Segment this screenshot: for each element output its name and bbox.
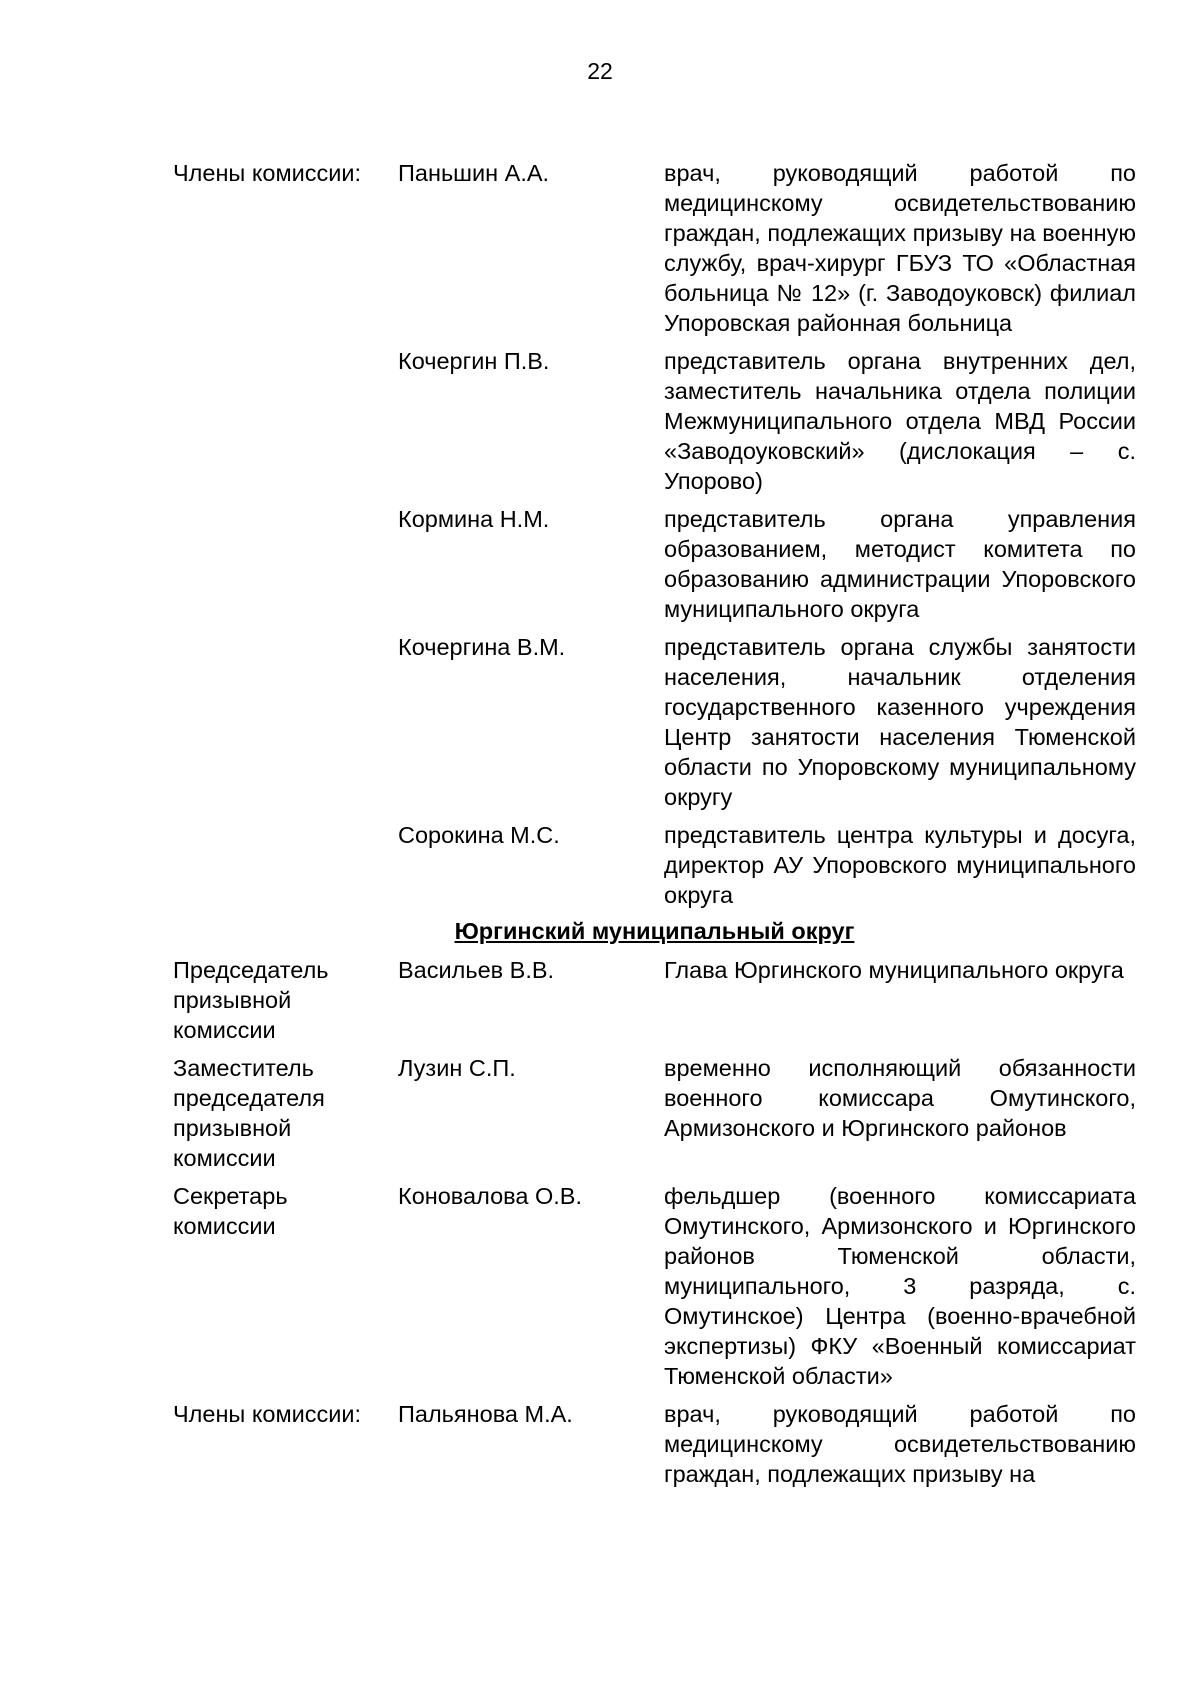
member-role-text: Заместитель председателя призывной комиссии [173,1055,325,1171]
member-description: временно исполняющий обязанности военного комиссара Омутинского, Армизонского и Юргинского районов [664,1055,1136,1141]
member-role [173,955,398,1045]
member-name [398,820,664,850]
section-heading: Юргинский муниципальный округ [454,918,855,944]
member-name-text: Пальянова М.А. [398,1401,573,1427]
member-name [398,1053,664,1083]
member-name-text: Кочергина В.М. [398,634,566,660]
member-description: представитель органа службы занятости населения, начальник отделения государственного казенного учреждения Центр занятости населения Тюменской области по Упоровскому муниципальному округу [664,634,1136,810]
member-name-text: Лузин С.П. [398,1055,516,1081]
member-name-text: Васильев В.В. [398,957,555,983]
member-name-text: Сорокина М.С. [398,822,560,848]
member-name-text: Паньшин А.А. [398,160,550,186]
member-name-text: Кормина Н.М. [398,506,550,532]
member-name [398,1181,664,1211]
member-name [398,158,664,188]
member-role-text: Члены комиссии: [173,160,362,186]
commission-entry [173,1053,1136,1173]
commission-entry [173,1181,1136,1391]
commission-entry [173,955,1136,1045]
member-description: врач, руководящий работой по медицинскому освидетельствованию граждан, подлежащих призыву на [664,1401,1136,1487]
member-role-text: Члены комиссии: [173,1401,362,1427]
member-name [398,1399,664,1429]
member-name [398,955,664,985]
member-role-text: Председатель призывной комиссии [173,957,329,1043]
document-body [173,158,1136,1497]
member-role [173,1181,398,1241]
member-description: фельдшер (военного комиссариата Омутинского, Армизонского и Юргинского районов Тюменской области, муниципального, 3 разряда, с. Омутинское) Центра (военно-врачебной экспертизы) ФКУ «Военный комиссариат Тюменской области» [664,1183,1136,1389]
commission-entry [173,346,1136,496]
member-role [173,158,398,188]
commission-entry [173,158,1136,338]
member-name [398,632,664,662]
member-description: представитель органа управления образованием, методист комитета по образованию администрации Упоровского муниципального округа [664,506,1136,622]
member-description: Глава Юргинского муниципального округа [664,957,1124,983]
member-description: представитель органа внутренних дел, заместитель начальника отдела полиции Межмуниципального отдела МВД России «Заводоуковский» (дислокация – с. Упорово) [664,348,1136,494]
page-number: 22 [587,58,613,84]
member-description: врач, руководящий работой по медицинскому освидетельствованию граждан, подлежащих призыву на военную службу, врач-хирург ГБУЗ ТО «Областная больница № 12» (г. Заводоуковск) филиал Упоровская районная больница [664,160,1136,336]
member-role-text: Секретарь комиссии [173,1183,288,1239]
member-role [173,1053,398,1173]
member-name-text: Коновалова О.В. [398,1183,582,1209]
member-name [398,346,664,376]
member-name-text: Кочергин П.В. [398,348,550,374]
member-role [173,1399,398,1429]
commission-entry [173,504,1136,624]
commission-entry [173,820,1136,910]
member-description: представитель центра культуры и досуга, директор АУ Упоровского муниципального округа [664,822,1136,908]
commission-entry [173,632,1136,812]
member-name [398,504,664,534]
commission-entry [173,1399,1136,1489]
